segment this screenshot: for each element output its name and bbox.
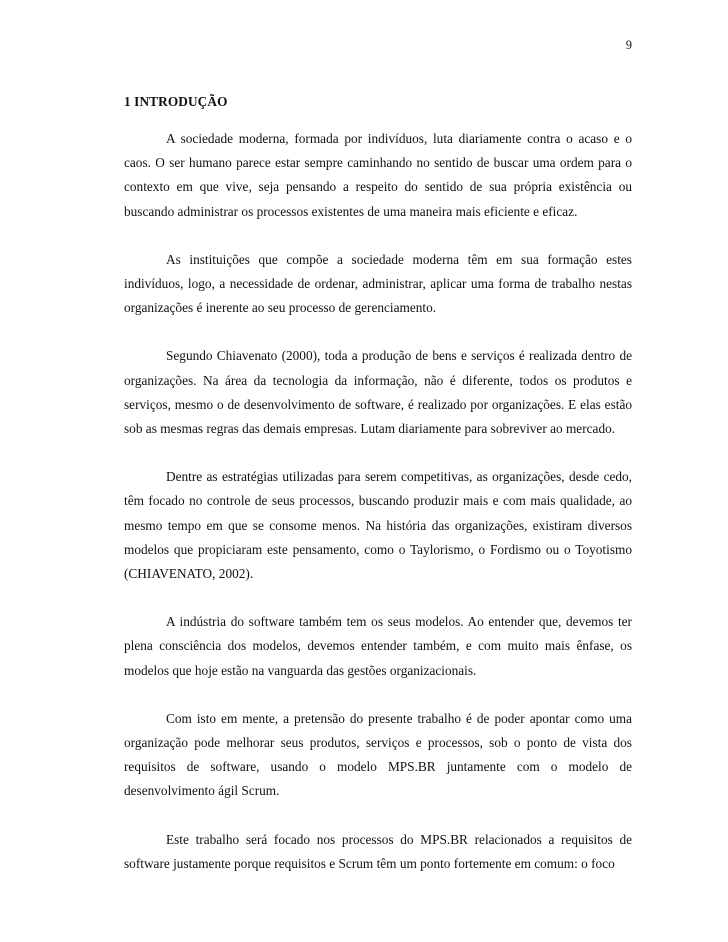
- paragraph-1: A sociedade moderna, formada por indivíduos, luta diariamente contra o acaso e o caos. O ser humano parece estar sempre caminhando no sentido de buscar uma ordem para o contexto em que vive, seja pensando a respeito do sentido de sua própria existência ou buscando administrar os processos existentes de uma maneira mais eficiente e eficaz.: [124, 131, 632, 219]
- paragraph-7: Este trabalho será focado nos processos do MPS.BR relacionados a requisitos de software justamente porque requisitos e Scrum têm um ponto fortemente em comum: o foco: [124, 831, 632, 871]
- body-text: [124, 127, 632, 900]
- paragraph-6: Com isto em mente, a pretensão do presente trabalho é de poder apontar como uma organização pode melhorar seus produtos, serviços e processos, sob o ponto de vista dos requisitos de software, usando o modelo MPS.BR juntamente com o modelo de desenvolvimento ágil Scrum.: [124, 710, 632, 799]
- paragraph-2: As instituições que compõe a sociedade moderna têm em sua formação estes indivíduos, logo, a necessidade de ordenar, administrar, aplicar uma forma de trabalho nestas organizações é inerente ao seu processo de gerenciamento.: [124, 251, 632, 316]
- paragraph-4: Dentre as estratégias utilizadas para serem competitivas, as organizações, desde cedo, têm focado no controle de seus processos, buscando produzir mais e com mais qualidade, ao mesmo tempo em que se consome menos. Na história das organizações, existiram diversos modelos que propiciaram este pensamento, como o Taylorismo, o Fordismo ou o Toyotismo (CHIAVENATO, 2002).: [124, 469, 632, 582]
- page-number: 9: [625, 38, 632, 52]
- paragraph-3: Segundo Chiavenato (2000), toda a produção de bens e serviços é realizada dentro de organizações. Na área da tecnologia da informação, não é diferente, todos os produtos e serviços, mesmo o de desenvolvimento de software, é realizado por organizações. E elas estão sob as mesmas regras das demais empresas. Lutam diariamente para sobreviver ao mercado.: [124, 348, 632, 437]
- paragraph-5: A indústria do software também tem os seus modelos. Ao entender que, devemos ter plena consciência dos modelos, devemos entender também, e com muito mais ênfase, os modelos que hoje estão na vanguarda das gestões organizacionais.: [124, 614, 632, 678]
- section-heading: 1 INTRODUÇÃO: [124, 94, 228, 109]
